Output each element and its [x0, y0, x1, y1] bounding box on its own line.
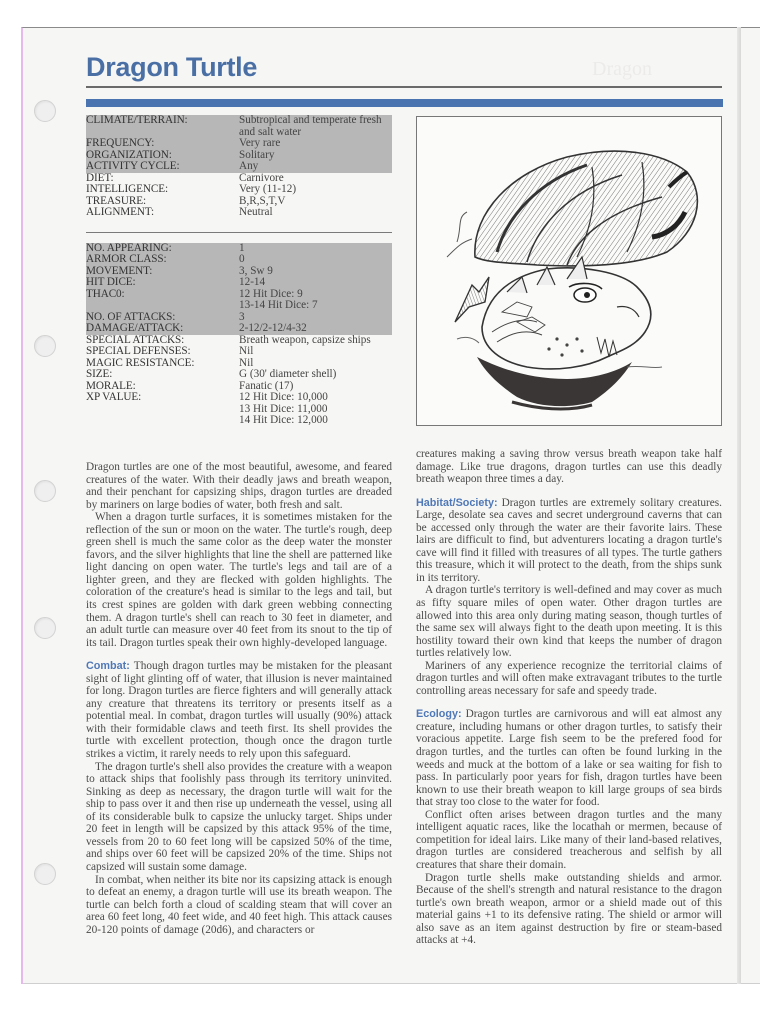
- stat-label: XP VALUE:: [86, 391, 142, 403]
- stat-value-line: Neutral: [239, 206, 273, 218]
- paragraph: [86, 874, 392, 937]
- stat-value-line: 0: [239, 253, 245, 265]
- bleed-through-title: Dragon: [592, 58, 652, 80]
- stat-row: [86, 115, 392, 138]
- body-column-left: [86, 461, 392, 936]
- section-heading: Combat:: [86, 660, 130, 673]
- section-paragraph: [86, 660, 392, 760]
- stat-label: MORALE:: [86, 379, 136, 392]
- stat-value-line: 13-14 Hit Dice: 7: [239, 299, 318, 311]
- stat-value-line: Fanatic (17): [239, 379, 294, 392]
- stat-label: TREASURE:: [86, 194, 147, 207]
- stat-label: CLIMATE/TERRAIN:: [86, 114, 188, 126]
- stat-value: [239, 335, 392, 347]
- section-paragraph: [416, 497, 722, 585]
- stat-row: [86, 161, 392, 173]
- stat-row: [86, 138, 392, 150]
- stat-value-line: Breath weapon, capsize ships: [239, 333, 371, 346]
- stat-label: NO. OF ATTACKS:: [86, 310, 176, 323]
- stat-row: [86, 392, 392, 427]
- stat-value: [239, 369, 392, 381]
- stat-value-line: 12 Hit Dice: 10,000: [239, 391, 328, 403]
- dragon-turtle-drawing-icon: [417, 117, 722, 426]
- stat-value: [239, 392, 392, 427]
- paragraph-text: Mariners of any experience recognize the territorial claims of dragon turtles and will often make extravagant tributes to the turtle controlling areas necessary for safe and speedy trade.: [416, 659, 722, 697]
- section-heading: Habitat/Society:: [416, 496, 498, 509]
- stat-row: [86, 184, 392, 196]
- stat-value-line: Solitary: [239, 148, 275, 161]
- paragraph: [416, 584, 722, 659]
- stat-label: THAC0:: [86, 287, 125, 300]
- stat-value-line: B,R,S,T,V: [239, 194, 286, 207]
- stat-value-line: Subtropical and temperate fresh: [239, 114, 382, 126]
- binder-hole: [34, 480, 56, 502]
- paragraph-text: Dragon turtle shells make outstanding shields and armor. Because of the shell's strength and natural resistance to the dragon turtle's own breath weapon, armor or a shield made out of this material gains +1 to its defensive rating. The shield or armor will also save as an item against destruction by fire or steam-based attacks at +4.: [416, 871, 722, 947]
- stat-value: [239, 254, 392, 266]
- dragon-turtle-illustration: [416, 116, 722, 426]
- stat-row: [86, 207, 392, 219]
- stat-row: [86, 346, 392, 358]
- binder-hole: [34, 100, 56, 122]
- paragraph-text: When a dragon turtle surfaces, it is sometimes mistaken for the reflection of the sun or moon on the water. The turtle's rough, deep green shell is much the same color as the deep water the monster favors, and the silver highlights that line the shell are patterned like light dancing on open water. The turtle's legs and tail are of a lighter green, and they are flecked with golden highlights. The coloration of the creature's head is similar to the legs and tail, but its crest spines are golden with dark green webbing connecting them. A dragon turtle's shell can reach to 30 feet in diameter, and an adult turtle can measure over 40 feet from its snout to the tip of its tail. Dragon turtles speak their own highly-developed language.: [86, 511, 392, 649]
- page-title: Dragon Turtle: [86, 52, 258, 82]
- stat-label: MOVEMENT:: [86, 264, 153, 277]
- stat-value-line: 3: [239, 310, 245, 323]
- stat-label: SPECIAL ATTACKS:: [86, 333, 185, 346]
- paragraph: [416, 809, 722, 872]
- stat-label: ORGANIZATION:: [86, 148, 172, 161]
- title-underline: [86, 86, 722, 88]
- stat-value-line: 14 Hit Dice: 12,000: [239, 414, 328, 426]
- stat-value: [239, 184, 392, 196]
- stat-value: [239, 207, 392, 219]
- stat-group-combat: [86, 243, 392, 427]
- stat-value-line: Very (11-12): [239, 183, 297, 195]
- stat-block: [86, 115, 392, 427]
- stat-value: [239, 346, 392, 358]
- stat-label: SIZE:: [86, 368, 113, 380]
- stat-label: NO. APPEARING:: [86, 241, 172, 254]
- stat-label: ACTIVITY CYCLE:: [86, 160, 180, 172]
- stat-value: [239, 289, 392, 312]
- stat-value-line: 12 Hit Dice: 9: [239, 287, 303, 300]
- paragraph: [416, 448, 722, 486]
- stat-label: MAGIC RESISTANCE:: [86, 356, 195, 369]
- stat-label: FREQUENCY:: [86, 137, 155, 149]
- binder-hole: [34, 335, 56, 357]
- paragraph: [416, 872, 722, 947]
- stat-value-line: 3, Sw 9: [239, 264, 273, 277]
- stat-value: [239, 161, 392, 173]
- paragraph-text: creatures making a saving throw versus breath weapon take half damage. Like true dragons, dragon turtles can use this deadly breath weapon three times a day.: [416, 448, 722, 486]
- stat-value-line: 13 Hit Dice: 11,000: [239, 402, 328, 415]
- binder-hole: [34, 617, 56, 639]
- paragraph-text: Dragon turtles are extremely solitary creatures. Large, desolate sea caves and secret underground caverns that can be accessed only through the water are their favorite lairs. These lairs are difficult to find, but adventurers locating a dragon turtle's cave will find it filled with treasures of all types. The turtle gathers this treasure, which it will protect to the death, from the ships sunk in its territory.: [416, 496, 722, 584]
- stat-row: [86, 254, 392, 266]
- stat-value: [239, 138, 392, 150]
- blue-divider-bar: [86, 99, 723, 107]
- paragraph: [86, 461, 392, 511]
- paragraph: [86, 511, 392, 649]
- paragraph: [416, 660, 722, 698]
- section-heading: Ecology:: [416, 708, 462, 721]
- stat-value-line: Carnivore: [239, 171, 284, 184]
- paragraph-text: Dragon turtles are one of the most beautiful, awesome, and feared creatures of the water. With their deadly jaws and breath weapon, and their penchant for capsizing ships, dragon turtles are dreaded by mariners on large bodies of water, both fresh and salt.: [86, 461, 392, 511]
- paragraph-text: Though dragon turtles may be mistaken for the pleasant sight of light glinting off of water, that illusion is never maintained for long. Dragon turtles are fierce fighters and will generally attack any creature that threatens its territory or presents itself as a potential meal. In combat, dragon turtles will usually (90%) attack with their formidable claws and teeth first. Its shell provides the turtle with excellent protection, though once the dragon turtle strikes a victim, it rarely needs to rely upon this safeguard.: [86, 660, 392, 761]
- stat-label: SPECIAL DEFENSES:: [86, 345, 191, 357]
- stat-value-line: 12-14: [239, 276, 266, 288]
- stat-value: [239, 150, 392, 162]
- paragraph-text: In combat, when neither its bite nor its capsizing attack is enough to defeat an enemy, a dragon turtle will use its breath weapon. The turtle can belch forth a cloud of scalding steam that will cover an area 60 feet long, 40 feet wide, and 40 feet high. This attack causes 20-120 points of damage (20d6), and characters or: [86, 873, 392, 936]
- stat-row: [86, 323, 392, 335]
- stat-value-line: G (30' diameter shell): [239, 368, 337, 380]
- stat-value-line: 2-12/2-12/4-32: [239, 322, 307, 334]
- stat-value: [239, 243, 392, 255]
- section-paragraph: [416, 708, 722, 808]
- stat-value-line: 1: [239, 241, 245, 254]
- stat-value: [239, 115, 392, 138]
- stat-value: [239, 323, 392, 335]
- stat-value-line: and salt water: [239, 125, 302, 138]
- stat-value-line: Nil: [239, 345, 254, 357]
- stat-group-ecology: [86, 115, 392, 219]
- body-column-right: [416, 448, 722, 947]
- stat-label: HIT DICE:: [86, 276, 136, 288]
- stat-label: DIET:: [86, 171, 114, 184]
- stat-label: INTELLIGENCE:: [86, 183, 168, 195]
- stat-row: [86, 277, 392, 289]
- stat-value-line: Very rare: [239, 137, 281, 149]
- paragraph: [86, 761, 392, 874]
- stat-row: [86, 369, 392, 381]
- stat-label: ALIGNMENT:: [86, 206, 155, 218]
- stat-row: [86, 289, 392, 312]
- binder-hole: [34, 863, 56, 885]
- paragraph-text: A dragon turtle's territory is well-defined and may cover as much as fifty square miles of open water. Other dragon turtles are allowed into this area only during mating season, though turtles of the same sex will always fight to the death upon meeting. It is this hostility toward their own kind that keeps the number of dragon turtles relatively low.: [416, 584, 722, 660]
- stat-divider: [86, 232, 392, 233]
- stat-value-line: Nil: [239, 356, 254, 369]
- paragraph-text: Conflict often arises between dragon turtles and the many intelligent aquatic races, like the locathah or mermen, because of competition for ideal lairs. Like many of their land-based relatives, dragon turtles are considered treacherous and selfish by all creatures that share their domain.: [416, 808, 722, 871]
- stat-value-line: Any: [239, 160, 259, 172]
- paragraph-text: The dragon turtle's shell also provides the creature with a weapon to attack ships that foolishly pass through its territory uninvited. Sinking as deep as necessary, the dragon turtle will wait for the ship to pass over it and then rise up underneath the vessel, using all of its considerable bulk to capsize the unlucky target. Ships under 20 feet in length will be capsized by this attack 95% of the time, vessels from 20 to 60 feet long will be capsized 50% of the time, and ships over 60 feet will be capsized 20% of the time. Ships not capsized will sustain some damage.: [86, 760, 392, 873]
- paragraph-text: Dragon turtles are carnivorous and will eat almost any creature, including humans or other dragon turtles, to satisfy their voracious appetite. Large fish seem to be the prefered food for dragon turtles, and the turtles can often be found lurking in the weeds and muck at the bottom of a lake or sea waiting for fish to pass. In particularly poor years for fish, dragon turtles have been known to use their breath weapon to kill large groups of sea birds that stray too close to the water for food.: [416, 708, 722, 809]
- stat-value: [239, 277, 392, 289]
- stat-label: DAMAGE/ATTACK:: [86, 322, 184, 334]
- page-edge: [737, 27, 741, 984]
- stat-label: ARMOR CLASS:: [86, 253, 167, 265]
